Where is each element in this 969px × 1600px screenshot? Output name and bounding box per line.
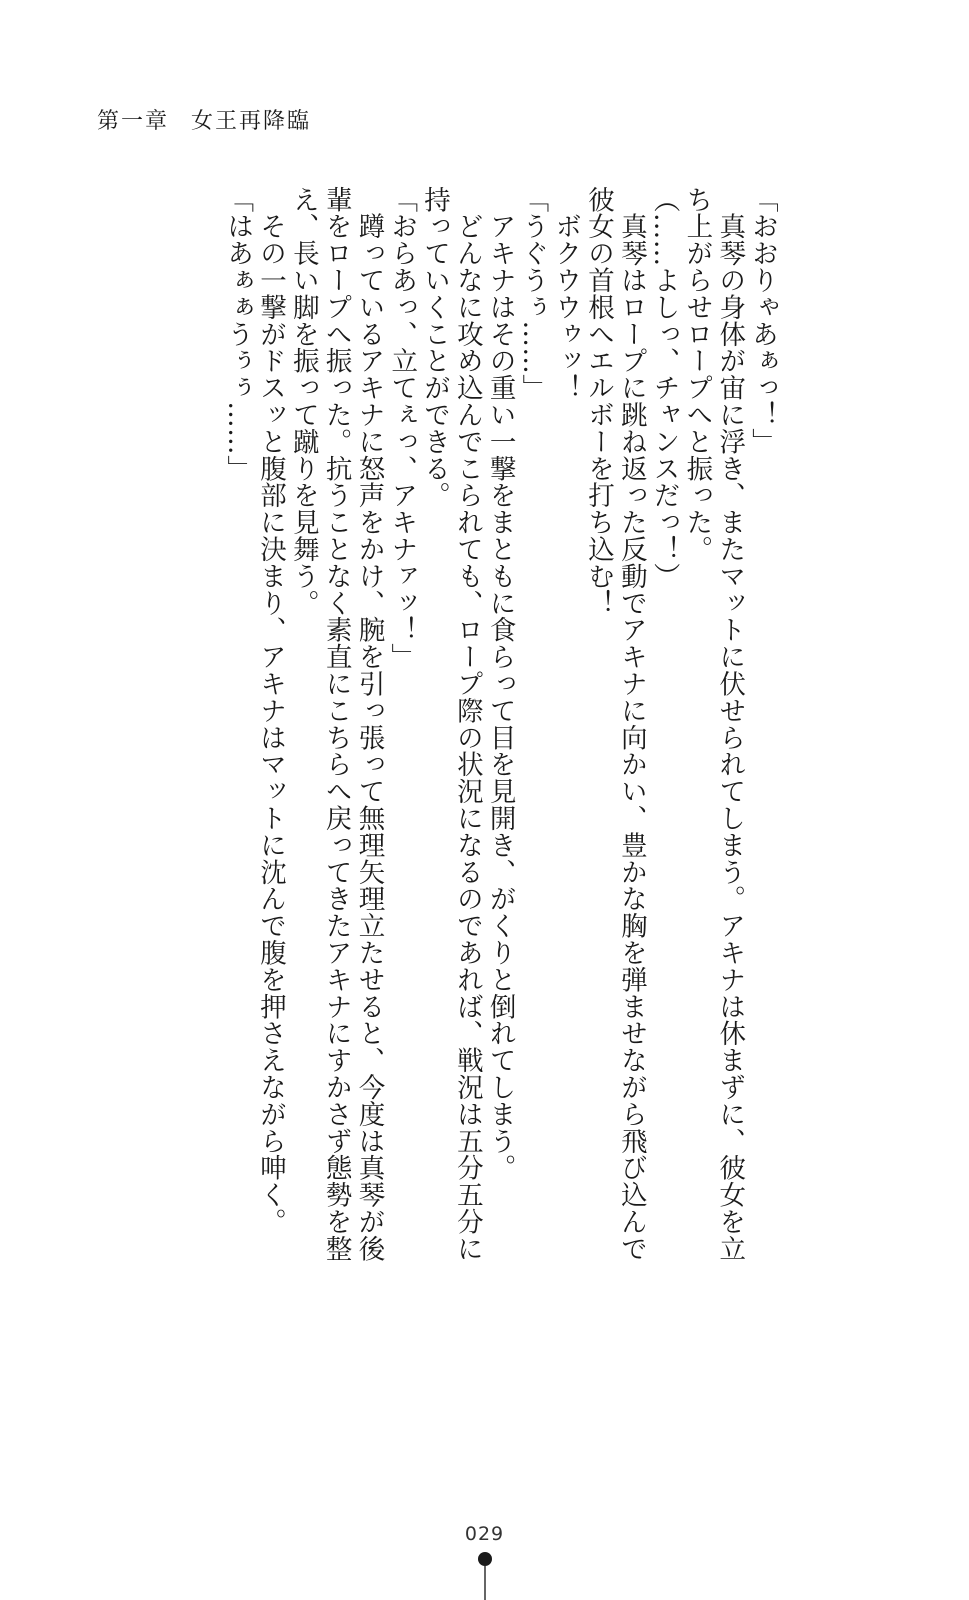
text-line: 輩をロープへ振った。抗うことなく素直にこちらへ戻ってきたアキナにすかさず態勢を整 — [320, 186, 352, 1262]
text-line: （……よしっ、チャンスだっ！） — [648, 186, 680, 590]
text-line: 真琴の身体が宙に浮き、またマットに伏せられてしまう。アキナは休まずに、彼女を立 — [714, 186, 746, 1262]
text-line: え、長い脚を振って蹴りを見舞う。 — [287, 186, 319, 617]
body-text — [88, 186, 778, 1346]
text-line: 彼女の首根へエルボーを打ち込む！ — [583, 186, 615, 617]
text-line: ボクウウゥッ！ — [550, 186, 582, 402]
text-line: 「はあぁぁうぅぅ……」 — [222, 186, 254, 482]
folio-stem — [484, 1566, 486, 1600]
text-line: 持っていくことができる。 — [419, 186, 451, 509]
page-number: 029 — [464, 1523, 505, 1545]
text-line: 真琴はロープに跳ね返った反動でアキナに向かい、豊かな胸を弾ませながら飛び込んで — [615, 186, 647, 1262]
folio-marker-icon — [478, 1552, 492, 1600]
text-line: 蹲っているアキナに怒声をかけ、腕を引っ張って無理矢理立たせると、今度は真琴が後 — [353, 186, 385, 1262]
chapter-title: 女王再降臨 — [191, 109, 312, 134]
text-line: 「うぐうぅ……」 — [517, 186, 549, 402]
text-line: どんなに攻め込んでこられても、ロープ際の状況になるのであれば、戦況は五分五分に — [451, 186, 483, 1262]
chapter-number: 第一章 — [97, 109, 170, 134]
running-head — [97, 104, 311, 135]
text-line: ち上がらせロープへと振った。 — [681, 186, 713, 563]
text-line: 「おおりゃあぁっ！」 — [747, 186, 778, 455]
text-line: 「おらあっ、立てぇっ、アキナァッ！」 — [386, 186, 418, 671]
folio-dot — [478, 1552, 492, 1566]
text-line: アキナはその重い一撃をまともに食らって目を見開き、がくりと倒れてしまう。 — [484, 186, 516, 1182]
text-line: その一撃がドスッと腹部に決まり、アキナはマットに沈んで腹を押さえながら呻く。 — [255, 186, 287, 1236]
